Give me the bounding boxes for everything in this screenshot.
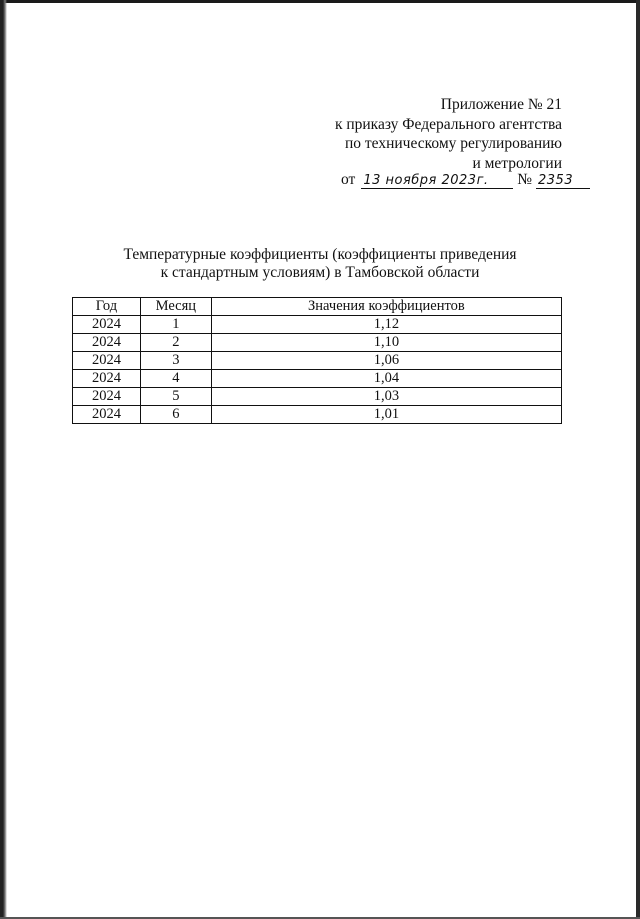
cell-month: 4	[140, 370, 211, 388]
cell-coefficient: 1,10	[211, 334, 561, 352]
appendix-number: Приложение № 21	[440, 96, 562, 113]
table-row	[73, 316, 562, 334]
table-row	[73, 370, 562, 388]
header-coefficient-values: Значения коэффициентов	[211, 298, 561, 316]
cell-year: 2024	[73, 406, 141, 424]
header-month: Месяц	[140, 298, 211, 316]
cell-coefficient: 1,06	[211, 352, 561, 370]
order-reference-line-1: к приказу Федерального агентства	[334, 115, 562, 133]
table-row	[73, 334, 562, 352]
cell-month: 5	[140, 388, 211, 406]
order-date-handwritten: 13 ноября 2023г.	[361, 173, 513, 189]
cell-month: 6	[140, 406, 211, 424]
cell-year: 2024	[73, 370, 141, 388]
table-header-row	[73, 298, 562, 316]
appendix-header	[335, 95, 562, 173]
cell-coefficient: 1,01	[211, 406, 561, 424]
table-row	[73, 388, 562, 406]
scan-edge-right	[636, 0, 640, 919]
cell-year: 2024	[73, 316, 141, 334]
table-row	[73, 406, 562, 424]
order-reference-line-3: и метрологии	[472, 154, 562, 172]
scan-edge-top	[0, 0, 640, 3]
table-row	[73, 352, 562, 370]
document-title-line-1: Температурные коэффициенты (коэффициенты приведения	[123, 246, 517, 263]
document-title	[100, 246, 540, 282]
cell-month: 2	[140, 334, 211, 352]
order-reference-line-2: по техническому регулированию	[344, 135, 562, 152]
cell-coefficient: 1,04	[211, 370, 561, 388]
scan-edge-left	[0, 0, 7, 919]
cell-month: 3	[140, 352, 211, 370]
cell-year: 2024	[73, 388, 141, 406]
order-number-handwritten: 2353	[536, 173, 590, 189]
cell-coefficient: 1,03	[211, 388, 561, 406]
order-number-sign: №	[517, 171, 532, 188]
cell-coefficient: 1,12	[211, 316, 561, 334]
header-year: Год	[73, 298, 141, 316]
document-title-line-2: к стандартным условиям) в Тамбовской области	[160, 264, 480, 281]
coefficients-table	[72, 297, 562, 424]
cell-month: 1	[140, 316, 211, 334]
order-date-number-line	[341, 171, 590, 189]
order-date-prefix: от	[341, 171, 356, 188]
cell-year: 2024	[73, 352, 141, 370]
cell-year: 2024	[73, 334, 141, 352]
